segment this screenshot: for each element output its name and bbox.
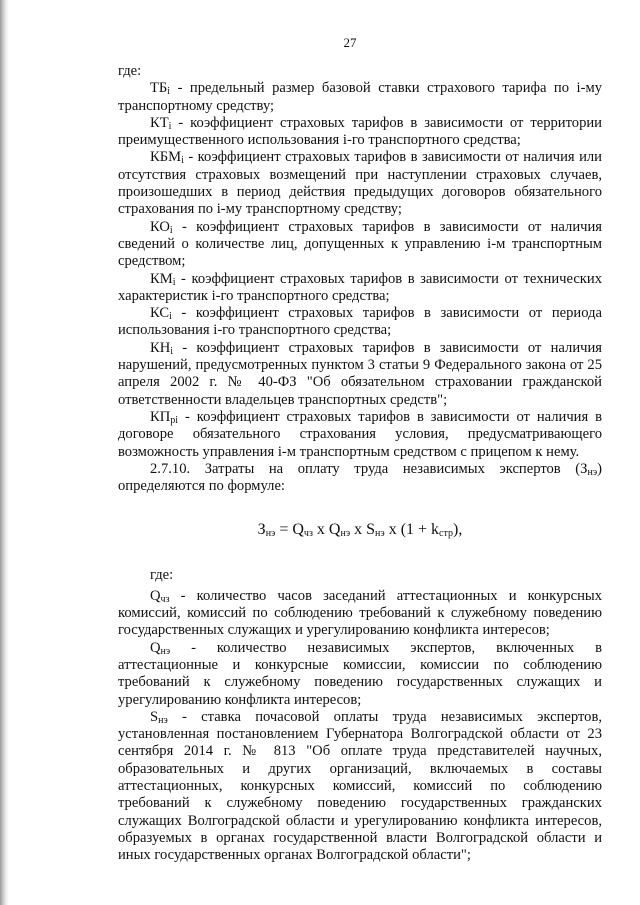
where-label-2: где:	[150, 567, 174, 584]
definition-kn	[118, 340, 602, 409]
definition-text: - количество часов заседаний аттестационных и конкурсных комиссий, комиссий по соблюдению требований к служебному поведению государственных служащих и урегулированию конфликта интересов;	[118, 587, 602, 639]
definition-q-chz	[118, 588, 602, 640]
clause-text: 2.7.10. Затраты на оплату труда независимых экспертов (З	[150, 460, 588, 477]
scan-edge-shadow	[0, 0, 9, 905]
definition-text: - количество независимых экспертов, включенных в аттестационные и конкурсные комиссии, комиссии по соблюдению требований к служебному поведению государственных служащих и урегулированию конфликта интересов;	[118, 639, 602, 708]
formula	[118, 520, 602, 540]
symbol: КМ	[150, 270, 173, 287]
document-body	[118, 63, 602, 864]
symbol: Q	[150, 639, 161, 656]
where-label-1: где:	[118, 63, 142, 79]
symbol: КТ	[150, 114, 169, 131]
definition-kt	[118, 115, 602, 150]
symbol: КС	[150, 305, 170, 322]
definition-text: - коэффициент страховых тарифов в зависимости от наличия сведений о количестве лиц, допущенных к управлению i-м транспортным средством;	[118, 218, 602, 270]
symbol: КН	[150, 339, 171, 356]
definition-s-ne	[118, 709, 602, 865]
formula-subscript: нэ	[340, 528, 351, 540]
definition-kbm	[118, 149, 602, 218]
symbol-subscript: i	[167, 86, 171, 98]
symbol: КП	[150, 408, 171, 425]
symbol-subscript: нэ	[160, 645, 171, 657]
definition-q-ne	[118, 640, 602, 709]
formula-part: х S	[350, 521, 376, 539]
clause-subscript: нэ	[587, 466, 598, 478]
definition-text: - коэффициент страховых тарифов в зависимости от наличия в договоре обязательного страхования условия, предусматривающего возможность управления i-м транспортным средством с прицепом к нему.	[118, 408, 602, 460]
formula-part: ),	[452, 521, 463, 539]
formula-lhs-subscript: нэ	[265, 528, 276, 540]
symbol-subscript: i	[168, 120, 172, 132]
formula-subscript: нэ	[375, 528, 385, 540]
symbol: Q	[150, 587, 161, 604]
symbol-subscript: чз	[160, 593, 170, 605]
clause-text-end: ) определяются по формуле:	[118, 460, 602, 495]
symbol-subscript: i	[169, 311, 172, 323]
symbol: S	[150, 708, 159, 725]
symbol-subscript: i	[172, 276, 176, 288]
definition-text: - коэффициент страховых тарифов в зависимости от периода использования i-го транспортного средства;	[118, 305, 602, 339]
formula-part: = Q	[275, 521, 304, 539]
page-number: 27	[343, 35, 357, 50]
formula-subscript: стр	[439, 528, 453, 540]
symbol: КБМ	[150, 149, 182, 166]
symbol-subscript: i	[181, 155, 184, 167]
symbol-subscript: i	[169, 224, 173, 236]
definition-text: - коэффициент страховых тарифов в зависимости от территории преимущественного использования i-го транспортного средства;	[118, 114, 602, 149]
formula-lhs: З	[257, 521, 266, 539]
formula-subscript: чз	[303, 528, 313, 540]
symbol-subscript: нэ	[158, 714, 168, 726]
definition-kp	[118, 409, 602, 461]
symbol: ТБ	[150, 80, 168, 97]
symbol-subscript: i	[170, 345, 174, 357]
definition-text: - коэффициент страховых тарифов в зависимости от технических характеристик i-го транспортного средства;	[118, 270, 602, 304]
definition-text: - коэффициент страховых тарифов в зависимости от наличия нарушений, предусмотренных пунктом 3 статьи 9 Федерального закона от 25 апреля 2002 г. № 40-ФЗ "Об обязательном страховании гражданской ответственности владельцев транспортных средств";	[118, 339, 602, 408]
definition-ks	[118, 305, 602, 340]
definition-ko	[118, 219, 602, 271]
definition-text: - ставка почасовой оплаты труда независимых экспертов, установленная постановлением Губернатора Волгоградской области от 23 сентября 2014 г. № 813 "Об оплате труда представителей научных, образовательных и других организаций, включаемых в составы аттестационных, конкурсных комиссий, комиссий по соблюдению требований к служебному поведению государственных гражданских служащих Волгоградской области и урегулированию конфликта интересов, образуемых в органах государственной власти Волгоградской области и иных государственных органах Волгоградской области";	[118, 708, 602, 864]
symbol: КО	[150, 218, 170, 235]
definition-text: - предельный размер базовой ставки страхового тарифа по i-му транспортному средству;	[118, 80, 602, 114]
definition-tb	[118, 80, 602, 115]
formula-part: х Q	[312, 521, 341, 539]
definition-km	[118, 271, 602, 306]
symbol-subscript: рi	[170, 414, 179, 426]
formula-part: х (1 + k	[384, 521, 440, 539]
definition-text: - коэффициент страховых тарифов в зависимости от наличия или отсутствия страховых возмещений при наступлении страховых случаев, произошедших в период действия предыдущих договоров обязательного страхования по i-му транспортному средству;	[118, 149, 602, 218]
clause-2-7-10	[118, 461, 602, 496]
